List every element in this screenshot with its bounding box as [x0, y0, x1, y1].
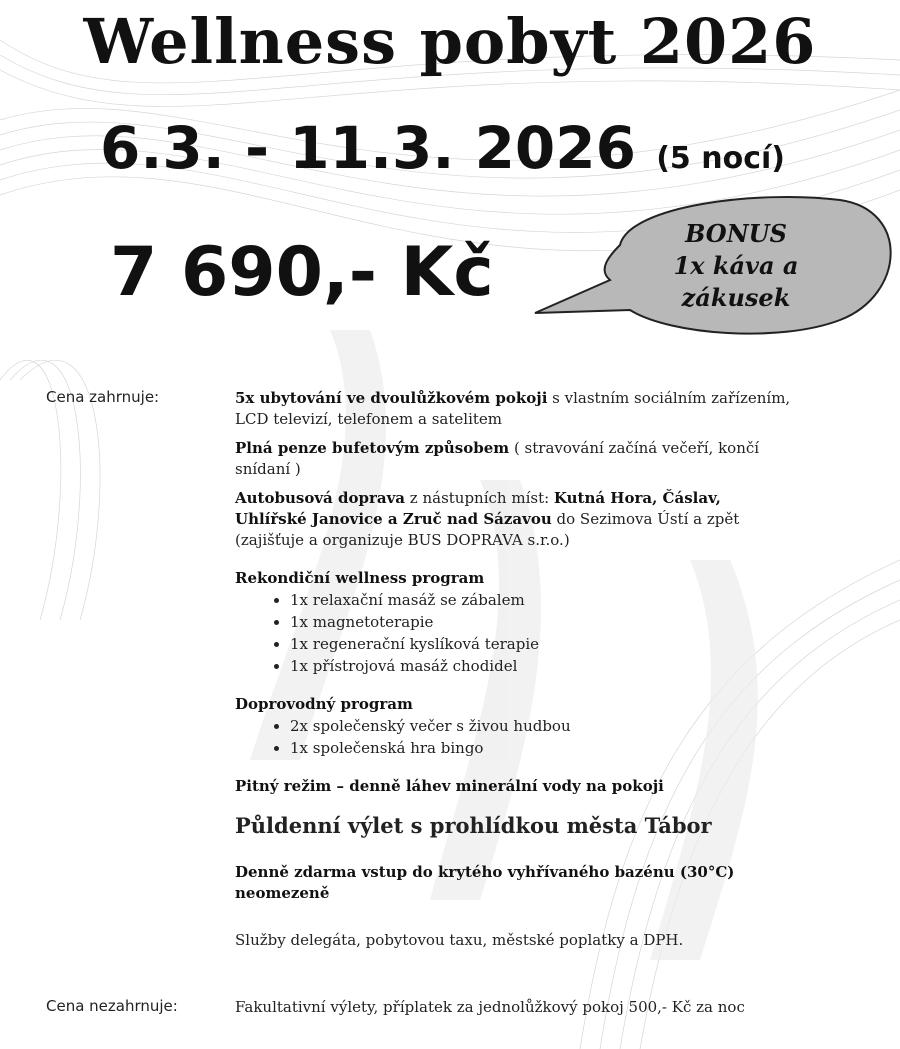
list-item: • 2x společenský večer s živou hudbou — [290, 715, 795, 737]
transport-places: Kutná Hora, Čáslav, Uhlířské Janovice a Zruč nad Sázavou — [235, 489, 721, 528]
board-bold: Plná penze bufetovým způsobem — [235, 439, 510, 457]
included-label: Cena zahrnuje: — [46, 388, 160, 406]
drinks-text: Pitný režim – denně láhev minerální vody na pokoji — [235, 777, 664, 795]
wellness-list — [235, 589, 795, 677]
bonus-line-1: BONUS — [685, 219, 787, 248]
program-heading: Doprovodný program — [235, 695, 413, 713]
list-item: • 1x magnetoterapie — [290, 611, 795, 633]
price: 7 690,- Kč — [110, 233, 494, 312]
transport-info — [235, 488, 795, 551]
accommodation-rest: s vlastním sociálním zařízením, LCD televizí, telefonem a satelitem — [235, 389, 791, 428]
page-title: Wellness pobyt 2026 — [83, 5, 817, 78]
accommodation-info — [235, 388, 795, 430]
wellness-program — [235, 568, 795, 677]
trip-info: Půldenní výlet s prohlídkou města Tábor — [235, 813, 712, 838]
board-rest: ( stravování začíná večeří, končí snídaní ) — [235, 439, 760, 478]
accommodation-bold: 5x ubytování ve dvoulůžkovém pokoji — [235, 389, 548, 407]
services-info: Služby delegáta, pobytovou taxu, městské poplatky a DPH. — [235, 931, 684, 949]
list-item: • 1x přístrojová masáž chodidel — [290, 655, 795, 677]
bonus-line-2: 1x káva a — [673, 251, 799, 280]
nights-count: (5 nocí) — [656, 141, 785, 176]
drinks-info — [235, 776, 795, 797]
wellness-heading: Rekondiční wellness program — [235, 569, 485, 587]
list-item: • 1x relaxační masáž se zábalem — [290, 589, 795, 611]
pool-info — [235, 862, 775, 904]
transport-text-2: do Sezimova Ústí a zpět (zajišťuje a organizuje BUS DOPRAVA s.r.o.) — [235, 510, 740, 549]
list-item: • 1x společenská hra bingo — [290, 737, 795, 759]
list-item: • 1x regenerační kyslíková terapie — [290, 633, 795, 655]
bonus-line-3: zákusek — [681, 283, 791, 312]
date-range: 6.3. - 11.3. 2026 — [100, 114, 636, 182]
transport-bold: Autobusová doprava — [235, 489, 406, 507]
transport-text-1: z nástupních míst: — [405, 489, 554, 507]
bonus-text — [620, 218, 852, 314]
accompanying-program — [235, 694, 795, 759]
stay-dates — [100, 112, 785, 195]
excluded-label: Cena nezahrnuje: — [46, 997, 178, 1015]
board-info — [235, 438, 795, 480]
program-list — [235, 715, 795, 759]
pool-text: Denně zdarma vstup do krytého vyhřívaného bazénu (30°C) neomezeně — [235, 863, 735, 902]
excluded-info: Fakultativní výlety, příplatek za jednolůžkový pokoj 500,- Kč za noc — [235, 998, 745, 1016]
